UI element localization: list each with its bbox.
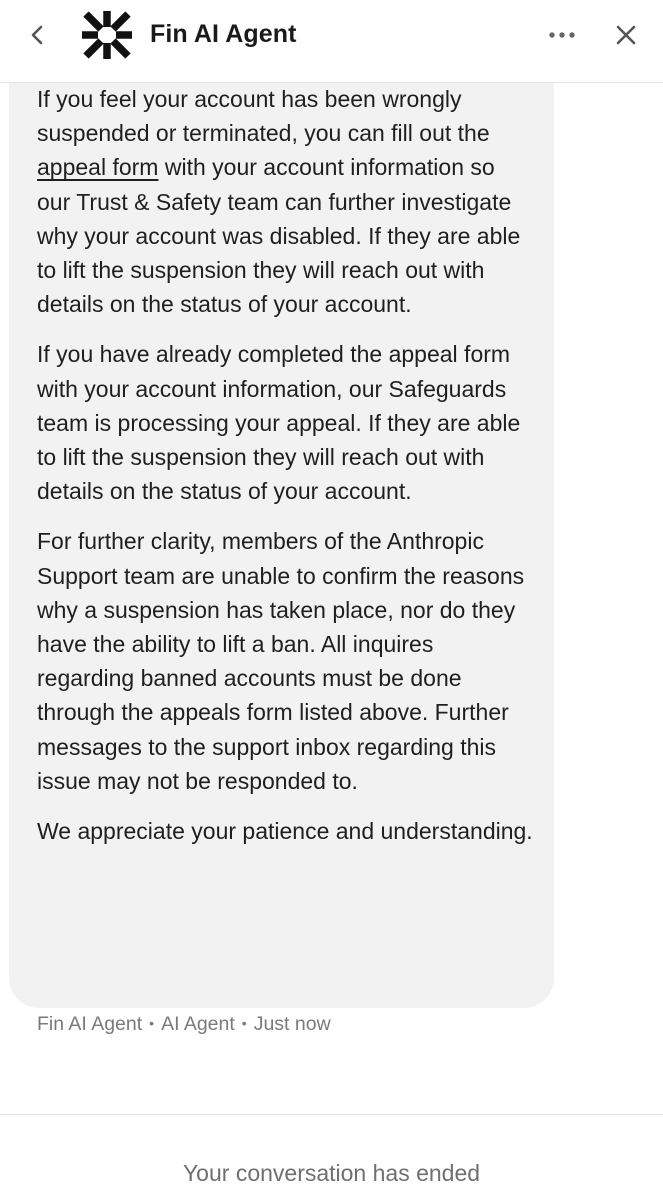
close-button[interactable]	[608, 17, 644, 53]
message-paragraph-2: If you have already completed the appeal form with your account information, our Safeguards team is processing your appeal. If they are able to lift the suspension they will reach out with details on the status of your account.	[37, 341, 521, 505]
chevron-left-icon	[28, 24, 46, 46]
meta-separator: •	[149, 1015, 155, 1031]
meta-sender: Fin AI Agent	[37, 1013, 143, 1035]
message-paragraph-1-text-after: with your account information so our Trust & Safety team can further investigate why your account was disabled. If they are able to lift the suspension they will reach out with details on the status of your account.	[37, 154, 521, 318]
meta-separator: •	[241, 1015, 247, 1031]
message-meta	[37, 1013, 331, 1036]
message-paragraph-1-text-before: If you feel your account has been wrongly suspended or terminated, you can fill out the	[37, 86, 490, 147]
footer-divider	[0, 1114, 663, 1115]
meta-role: AI Agent	[161, 1013, 235, 1035]
appeal-form-link[interactable]: appeal form	[37, 154, 159, 181]
more-horizontal-icon	[548, 31, 576, 39]
message-paragraph-3: For further clarity, members of the Anthropic Support team are unable to confirm the reasons why a suspension has taken place, nor do they have the ability to lift a ban. All inquires regarding banned accounts must be done through the appeals form listed above. Further messages to the support inbox regarding this issue may not be responded to.	[37, 528, 525, 794]
agent-message-bubble	[9, 40, 554, 1008]
conversation-ended-text: Your conversation has ended	[182, 1160, 481, 1186]
close-icon	[615, 24, 637, 46]
agent-name-title: Fin AI Agent	[150, 20, 297, 48]
message-paragraph-1	[37, 82, 534, 321]
meta-time: Just now	[253, 1013, 331, 1035]
message-paragraph-4: We appreciate your patience and understanding.	[37, 818, 533, 845]
back-button[interactable]	[20, 18, 54, 52]
fin-logo-icon	[78, 6, 136, 64]
more-options-button[interactable]	[544, 20, 580, 50]
chat-header	[0, 0, 663, 83]
